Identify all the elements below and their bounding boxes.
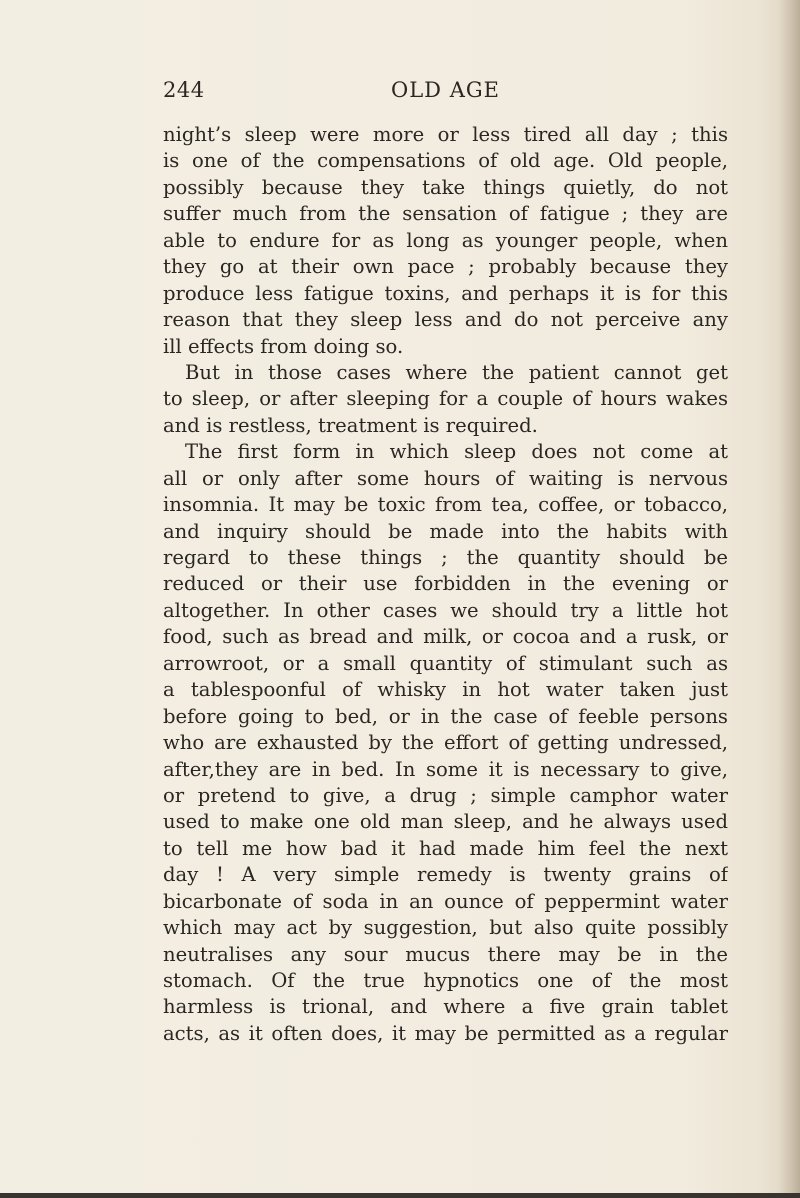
text-line: arrowroot, or a small quantity of stimulant such as [163, 651, 728, 675]
text-line: possibly because they take things quietly, do not [163, 175, 728, 199]
text-line: or pretend to give, a drug ; simple camphor water [163, 783, 728, 807]
page-bottom-edge [0, 1193, 800, 1198]
text-line: before going to bed, or in the case of feeble persons [163, 704, 728, 728]
page-number: 244 [163, 78, 205, 102]
text-line: regard to these things ; the quantity should be [163, 546, 728, 569]
text-line: night’s sleep were more or less tired all day ; this [163, 123, 728, 146]
text-line: which may act by suggestion, but also quite possibly [163, 916, 728, 940]
page-edge-shadow [778, 0, 800, 1198]
text-line: reason that they sleep less and do not perceive any [163, 308, 728, 332]
text-line: stomach. Of the true hypnotics one of the most [163, 969, 728, 992]
text-line: day ! A very simple remedy is twenty grains of [163, 863, 728, 887]
text-line: and inquiry should be made into the habits with [163, 519, 728, 543]
text-line: who are exhausted by the effort of getting undressed, [163, 731, 728, 755]
text-line: they go at their own pace ; probably because they [163, 255, 728, 279]
text-line: after,they are in bed. In some it is necessary to give, [163, 757, 728, 781]
text-line: able to endure for as long as younger people, when [163, 228, 728, 252]
text-line: bicarbonate of soda in an ounce of peppermint water [163, 889, 728, 913]
text-line: all or only after some hours of waiting is nervous [163, 466, 728, 490]
text-line: altogether. In other cases we should try a little hot [163, 598, 728, 622]
text-line: to sleep, or after sleeping for a couple of hours wakes [163, 387, 728, 411]
text-line: ill effects from doing so. [163, 334, 404, 358]
running-head: OLD AGE [391, 78, 500, 102]
text-line: insomnia. It may be toxic from tea, coffee, or tobacco, [163, 493, 728, 517]
text-line: to tell me how bad it had made him feel the next [163, 836, 728, 860]
text-line: neutralises any sour mucus there may be in the [163, 942, 728, 966]
text-line: acts, as it often does, it may be permitted as a regular [163, 1021, 728, 1045]
text-line: suffer much from the sensation of fatigue ; they are [163, 202, 728, 226]
text-line: is one of the compensations of old age. Old people, [163, 149, 728, 173]
text-line: reduced or their use forbidden in the evening or [163, 572, 728, 596]
text-line: But in those cases where the patient cannot get [185, 360, 728, 384]
text-line: and is restless, treatment is required. [163, 413, 538, 437]
text-line: produce less fatigue toxins, and perhaps it is for this [163, 281, 728, 305]
text-line: used to make one old man sleep, and he always used [163, 810, 728, 834]
page-header [163, 78, 728, 108]
body-text [163, 122, 728, 1047]
text-line: a tablespoonful of whisky in hot water taken just [163, 678, 728, 702]
text-line: food, such as bread and milk, or cocoa and a rusk, or [163, 625, 728, 649]
text-line: The first form in which sleep does not come at [185, 440, 728, 464]
text-line: harmless is trional, and where a five grain tablet [163, 995, 728, 1019]
